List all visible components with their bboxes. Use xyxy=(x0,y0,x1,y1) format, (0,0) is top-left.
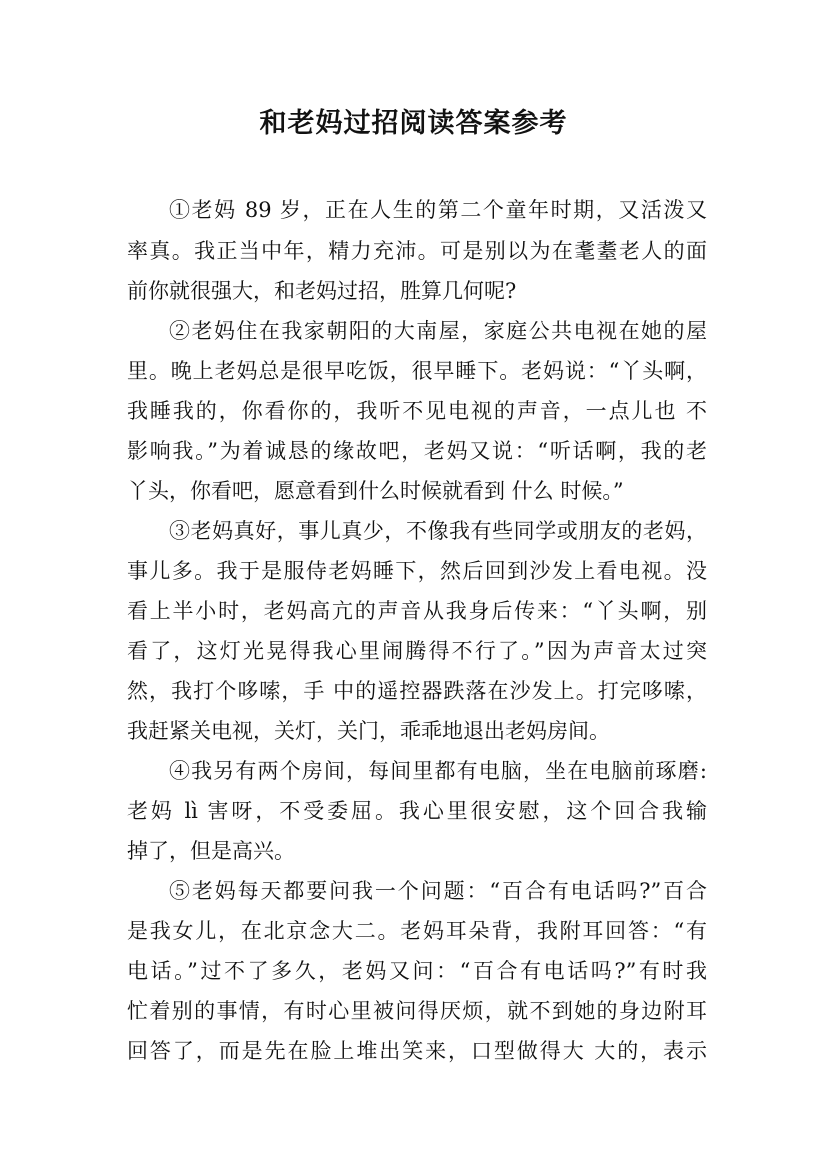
document-title: 和老妈过招阅读答案参考 xyxy=(259,108,568,139)
paragraph-5-line-5: 回答了，而是先在脸上堆出笑来，口型做得大 大的，表示 xyxy=(127,1039,707,1063)
paragraph-3-line-3: 看上半小时，老妈高亢的声音从我身后传来：“丫头啊，别 xyxy=(127,599,707,623)
paragraph-1-line-2: 率真。我正当中年，精力充沛。可是别以为在耄耋老人的面 xyxy=(127,239,707,263)
paragraph-2-line-1: ②老妈住在我家朝阳的大南屋，家庭公共电视在她的屋 xyxy=(169,319,707,343)
paragraph-3-line-2: 事儿多。我于是服侍老妈睡下，然后回到沙发上看电视。没 xyxy=(127,559,707,583)
paragraph-4-line-2: 老妈 lì 害呀，不受委屈。我心里很安慰，这个回合我输 xyxy=(127,799,707,823)
paragraph-5-line-3: 电话。”过不了多久，老妈又问：“百合有电话吗?”有时我 xyxy=(127,959,707,983)
paragraph-4-line-1: ④我另有两个房间，每间里都有电脑，坐在电脑前琢磨: xyxy=(169,759,707,783)
paragraph-2-line-4: 影响我。”为着诚恳的缘故吧，老妈又说：“听话啊，我的老 xyxy=(127,439,707,463)
paragraph-1-line-3: 前你就很强大，和老妈过招，胜算几何呢? xyxy=(127,279,517,303)
paragraph-3-line-1: ③老妈真好，事儿真少，不像我有些同学或朋友的老妈， xyxy=(169,519,707,543)
paragraph-3-line-5: 然，我打个哆嗦，手 中的遥控器跌落在沙发上。打完哆嗦， xyxy=(127,679,707,703)
paragraph-5-line-1: ⑤老妈每天都要问我一个问题：“百合有电话吗?”百合 xyxy=(169,879,707,903)
paragraph-2-line-3: 我睡我的，你看你的，我听不见电视的声音，一点儿也 不 xyxy=(127,399,707,423)
paragraph-2-line-5: 丫头，你看吧，愿意看到什么时候就看到 什么 时候。” xyxy=(127,479,624,503)
paragraph-2-line-2: 里。晚上老妈总是很早吃饭，很早睡下。老妈说：“丫头啊， xyxy=(127,359,707,383)
paragraph-1-line-1: ①老妈 89 岁，正在人生的第二个童年时期，又活泼又 xyxy=(169,198,707,222)
paragraph-5-line-4: 忙着别的事情，有时心里被问得厌烦，就不到她的身边附耳 xyxy=(127,999,707,1023)
paragraph-3-line-6: 我赶紧关电视，关灯，关门，乖乖地退出老妈房间。 xyxy=(127,719,610,743)
paragraph-3-line-4: 看了，这灯光晃得我心里闹腾得不行了。”因为声音太过突 xyxy=(127,639,707,663)
paragraph-5-line-2: 是我女儿，在北京念大二。老妈耳朵背，我附耳回答：“有 xyxy=(127,919,707,943)
paragraph-4-line-3: 掉了，但是高兴。 xyxy=(127,839,295,863)
